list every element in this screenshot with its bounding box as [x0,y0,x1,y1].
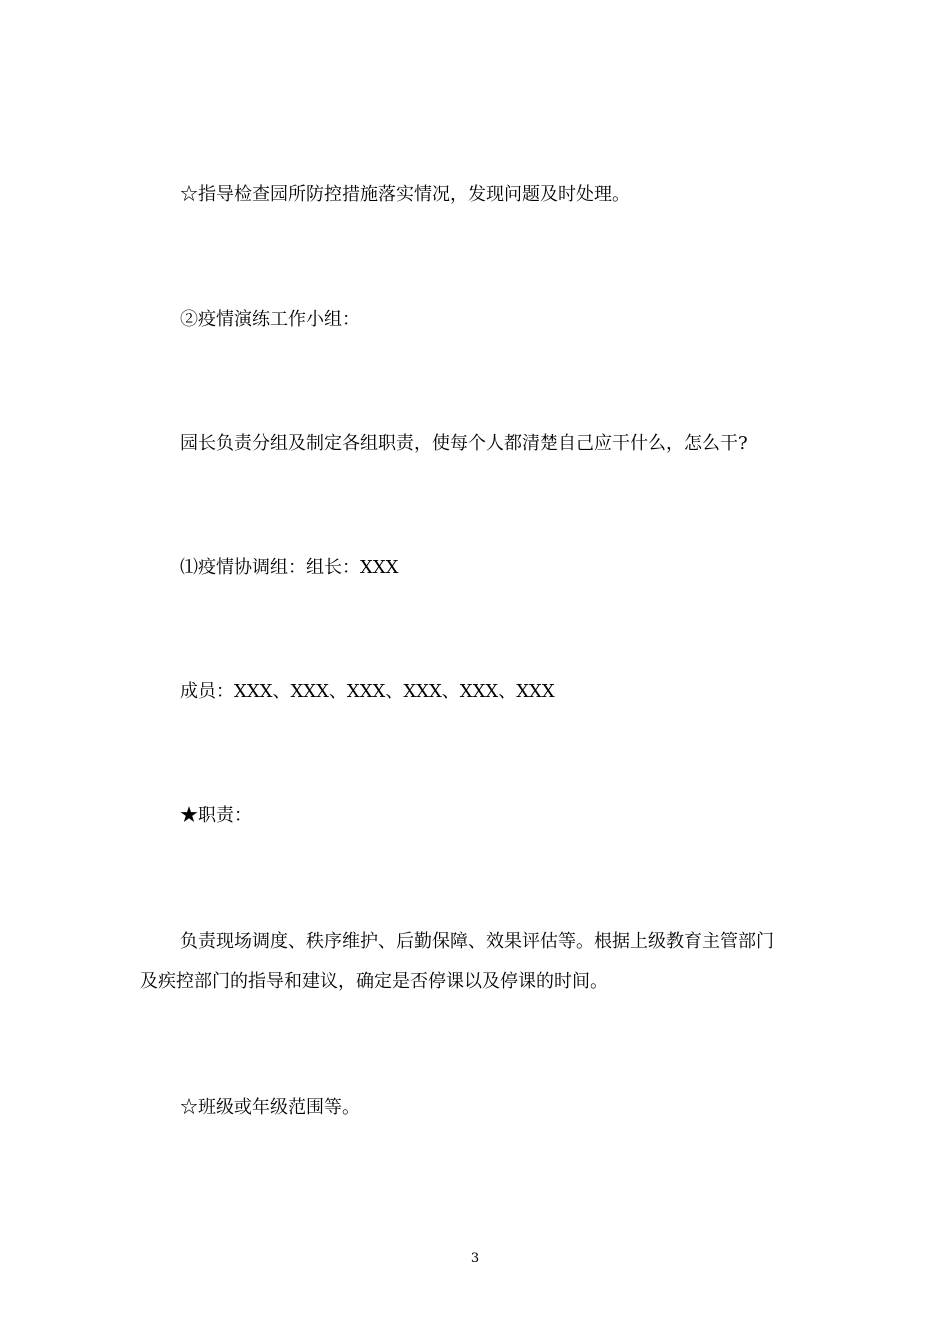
paragraph-director-duties: 园长负责分组及制定各组职责，使每个人都清楚自己应干什么，怎么干? [180,433,748,454]
paragraph-duties-heading: ★职责： [180,805,252,826]
duties-line-1: 负责现场调度、秩序维护、后勤保障、效果评估等。根据上级教育主管部门 [180,931,774,952]
paragraph-class-scope: ☆班级或年级范围等。 [180,1097,360,1118]
paragraph-duties-body [140,922,820,1002]
duties-line-2: 及疾控部门的指导和建议，确定是否停课以及停课的时间。 [140,971,608,992]
paragraph-coordination-group: ⑴疫情协调组：组长：XXX [180,557,399,578]
paragraph-drill-group-heading: ②疫情演练工作小组： [180,309,360,330]
page-number: 3 [470,1251,480,1266]
paragraph-inspection: ☆指导检查园所防控措施落实情况，发现问题及时处理。 [180,184,630,205]
paragraph-members: 成员：XXX、XXX、XXX、XXX、XXX、XXX [180,681,555,702]
